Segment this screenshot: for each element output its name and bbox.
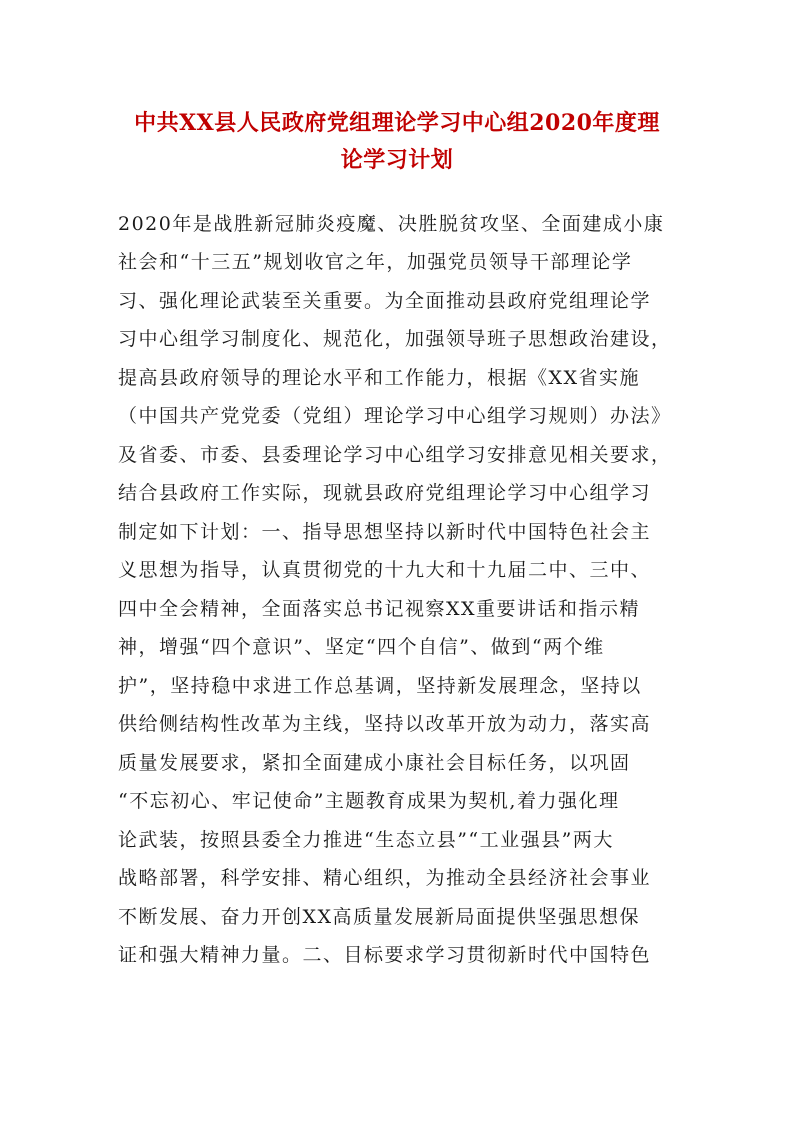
body-line-5: 提高县政府领导的理论水平和工作能力，根据《XX省实施 bbox=[118, 367, 641, 389]
body-line-7: 及省委、市委、县委理论学习中心组学习安排意见相关要求， bbox=[118, 444, 672, 466]
body-line-8: 结合县政府工作实际，现就县政府党组理论学习中心组学习 bbox=[118, 482, 652, 504]
body-line-1: 2020年是战胜新冠肺炎疫魔、决胜脱贫攻坚、全面建成小康 bbox=[118, 213, 665, 235]
body-line-20: 证和强大精神力量。二、目标要求学习贯彻新时代中国特色 bbox=[118, 944, 652, 966]
body-line-12: 神，增强“四个意识”、坚定“四个自信”、做到“两个维 bbox=[118, 636, 605, 658]
body-line-19: 不断发展、奋力开创XX高质量发展新局面提供坚强思想保 bbox=[118, 906, 641, 928]
body-line-17: 论武装，按照县委全力推进“生态立县”“工业强县”两大 bbox=[118, 829, 614, 851]
body-line-15: 质量发展要求，紧扣全面建成小康社会目标任务，以巩固 bbox=[118, 752, 631, 774]
body-line-11: 四中全会精神，全面落实总书记视察XX重要讲话和指示精 bbox=[118, 598, 641, 620]
document-title-line-2: 论学习计划 bbox=[340, 147, 454, 173]
body-line-13: 护”，坚持稳中求进工作总基调，坚持新发展理念，坚持以 bbox=[118, 675, 642, 697]
body-line-10: 义思想为指导，认真贯彻党的十九大和十九届二中、三中、 bbox=[118, 559, 652, 581]
body-line-6: （中国共产党党委（党组）理论学习中心组学习规则）办法》 bbox=[118, 405, 672, 427]
body-line-16: “不忘初心、牢记使命”主题教育成果为契机,着力强化理 bbox=[118, 790, 620, 812]
body-line-14: 供给侧结构性改革为主线，坚持以改革开放为动力，落实高 bbox=[118, 713, 652, 735]
body-line-2: 社会和“十三五”规划收官之年，加强党员领导干部理论学 bbox=[118, 251, 633, 273]
body-line-4: 习中心组学习制度化、规范化，加强领导班子思想政治建设， bbox=[118, 328, 672, 350]
body-line-18: 战略部署，科学安排、精心组织，为推动全县经济社会事业 bbox=[118, 867, 652, 889]
body-line-9: 制定如下计划：一、指导思想坚持以新时代中国特色社会主 bbox=[118, 521, 652, 543]
body-line-3: 习、强化理论武装至关重要。为全面推动县政府党组理论学 bbox=[118, 290, 652, 312]
document-title-line-1: 中共XX县人民政府党组理论学习中心组2020年度理 bbox=[134, 110, 660, 136]
